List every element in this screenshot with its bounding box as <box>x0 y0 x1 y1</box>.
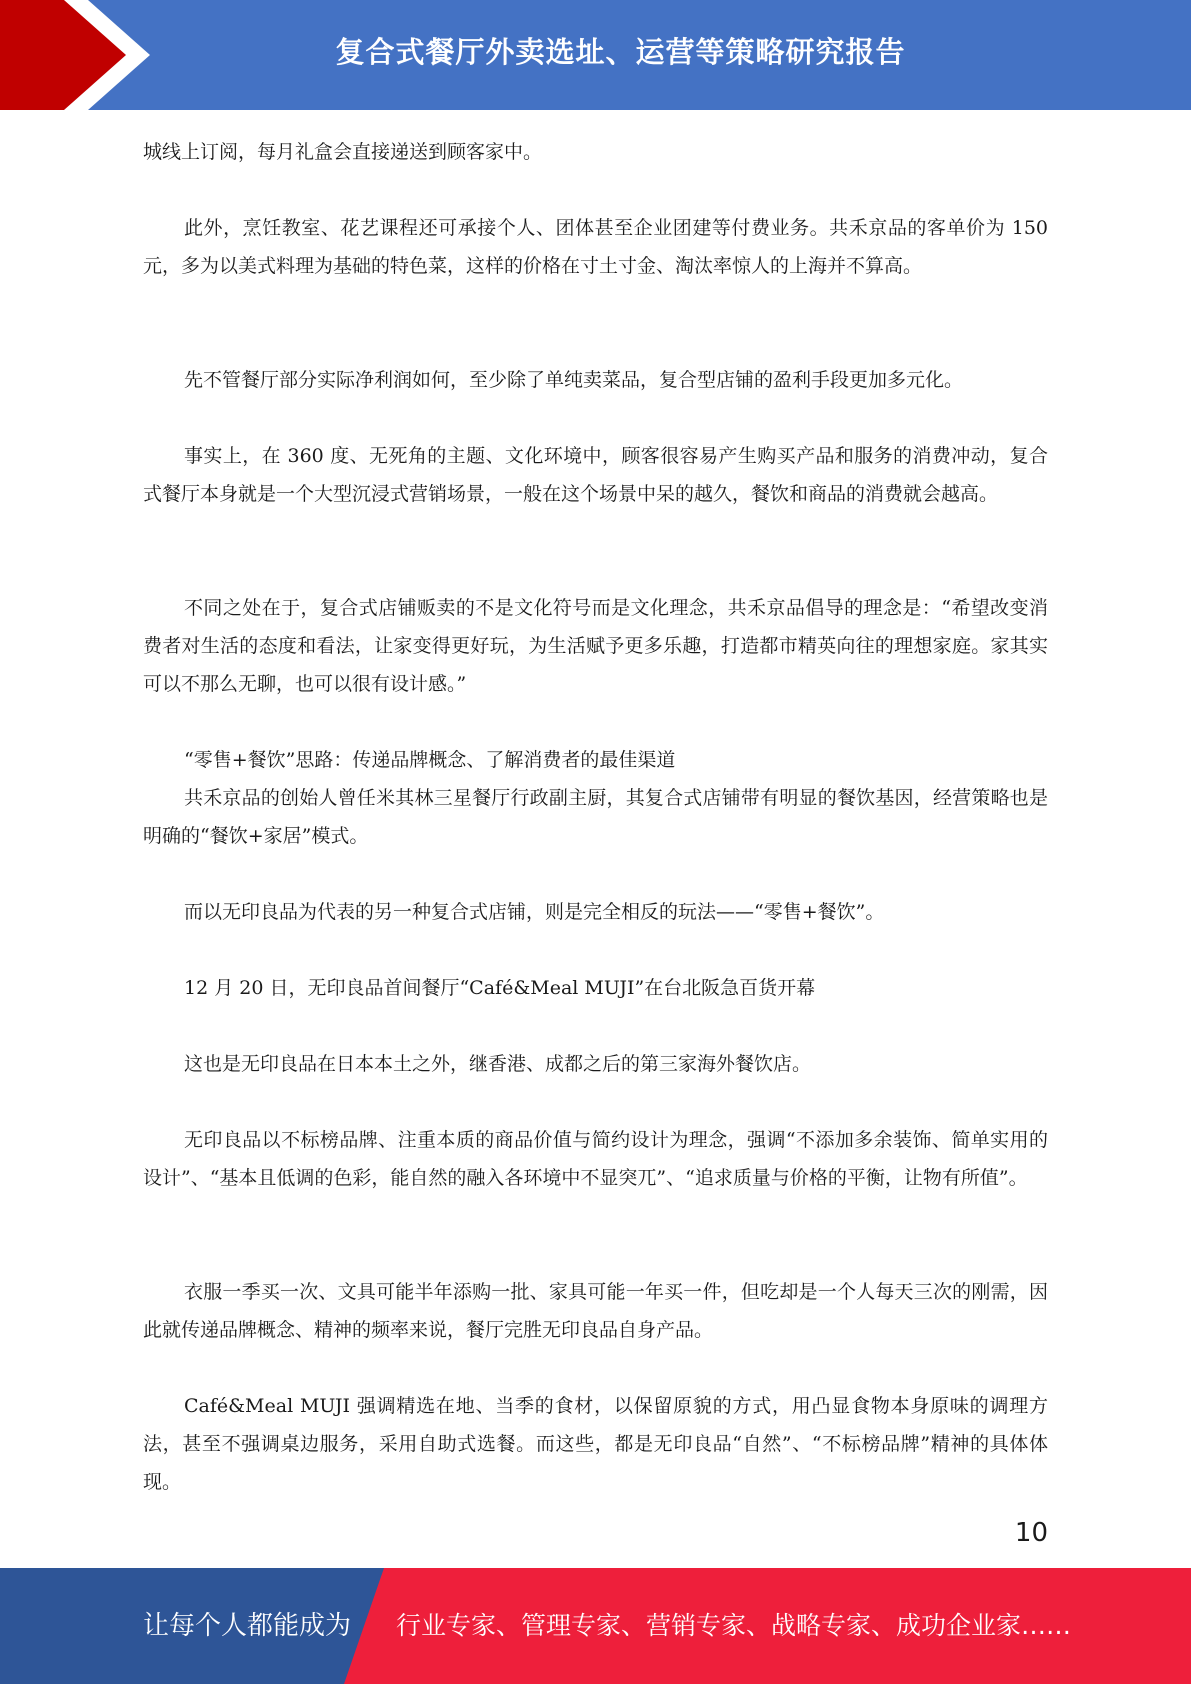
paragraph: 这也是无印良品在日本本土之外，继香港、成都之后的第三家海外餐饮店。 <box>184 1053 812 1075</box>
section-subheading: “零售+餐饮”思路：传递品牌概念、了解消费者的最佳渠道 <box>184 749 676 771</box>
paragraph: 事实上，在 360 度、无死角的主题、文化环境中，顾客很容易产生购买产品和服务的消费冲动，复合式餐厅本身就是一个大型沉浸式营销场景，一般在这个场景中呆的越久，餐饮和商品的消费就会越高。 <box>143 445 1048 505</box>
paragraph: 先不管餐厅部分实际净利润如何，至少除了单纯卖菜品，复合型店铺的盈利手段更加多元化。 <box>184 369 964 391</box>
report-title: 复合式餐厅外卖选址、运营等策略研究报告 <box>335 35 906 69</box>
header-red-chevron <box>0 0 160 110</box>
page-header <box>0 0 1191 110</box>
paragraph: 12 月 20 日，无印良品首间餐厅“Café&Meal MUJI”在台北阪急百货开幕 <box>184 977 816 999</box>
page-footer <box>0 1568 1191 1684</box>
paragraph: 此外，烹饪教室、花艺课程还可承接个人、团体甚至企业团建等付费业务。共禾京品的客单价为 150 元，多为以美式料理为基础的特色菜，这样的价格在寸土寸金、淘汰率惊人的上海并不算高。 <box>143 217 1048 277</box>
paragraph: 共禾京品的创始人曾任米其林三星餐厅行政副主厨，其复合式店铺带有明显的餐饮基因，经营策略也是明确的“餐饮+家居”模式。 <box>143 787 1048 847</box>
paragraph: 而以无印良品为代表的另一种复合式店铺，则是完全相反的玩法——“零售+餐饮”。 <box>184 901 885 923</box>
footer-slogan-right: 行业专家、管理专家、营销专家、战略专家、成功企业家…… <box>396 1611 1072 1640</box>
paragraph: 不同之处在于，复合式店铺贩卖的不是文化符号而是文化理念，共禾京品倡导的理念是：“希望改变消费者对生活的态度和看法，让家变得更好玩，为生活赋予更多乐趣，打造都市精英向往的理想家庭。家其实可以不那么无聊，也可以很有设计感。” <box>143 597 1048 695</box>
footer-slogan-left: 让每个人都能成为 <box>143 1611 352 1641</box>
paragraph: Café&Meal MUJI 强调精选在地、当季的食材，以保留原貌的方式，用凸显食物本身原味的调理方法，甚至不强调桌边服务，采用自助式选餐。而这些，都是无印良品“自然”、“不标榜品牌”精神的具体体现。 <box>143 1395 1048 1493</box>
paragraph: 无印良品以不标榜品牌、注重本质的商品价值与简约设计为理念，强调“不添加多余装饰、简单实用的设计”、“基本且低调的色彩，能自然的融入各环境中不显突兀”、“追求质量与价格的平衡，让物有所值”。 <box>143 1129 1048 1189</box>
paragraph: 城线上订阅，每月礼盒会直接递送到顾客家中。 <box>143 141 543 163</box>
page-number: 10 <box>1014 1518 1048 1548</box>
paragraph: 衣服一季买一次、文具可能半年添购一批、家具可能一年买一件，但吃却是一个人每天三次的刚需，因此就传递品牌概念、精神的频率来说，餐厅完胜无印良品自身产品。 <box>143 1281 1048 1341</box>
